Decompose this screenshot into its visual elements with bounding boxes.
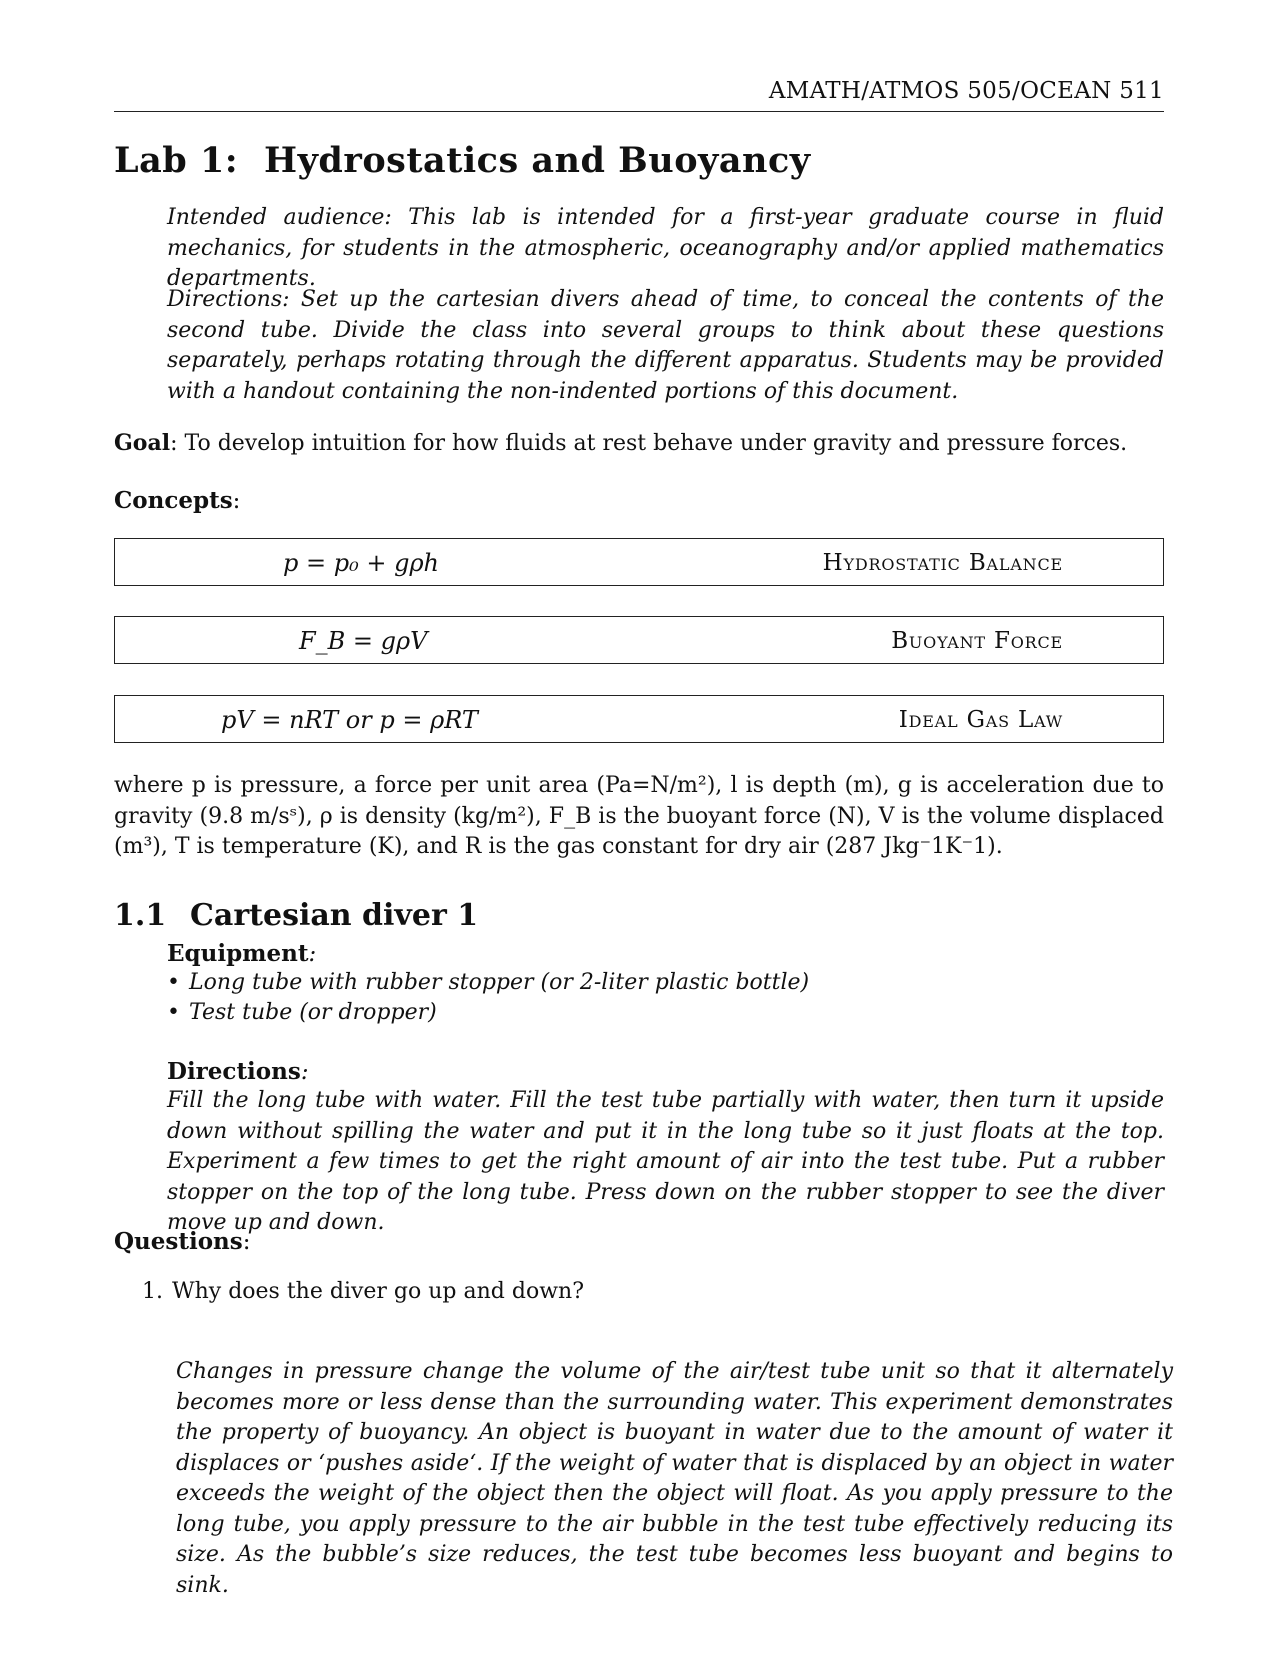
concepts-label: Concepts [114,487,233,514]
questions-heading [114,1228,250,1255]
bullet-icon: • [167,970,180,995]
equation-text: p = p₀ + gρh [283,549,440,577]
concepts-colon: : [232,488,241,514]
question-text: Why does the diver go up and down? [172,1279,584,1304]
section-heading [114,898,478,933]
directions-colon: : [300,1059,309,1085]
answer-paragraph: Changes in pressure change the volume of the air/test tube unit so that it alternately becomes more or less dense than the surrounding water. This experiment demonstrates the property of buoyancy. An object is buoyant in water due to the amount of water it displaces or ‘pushes aside‘. If the weight of water that is displaced by an object in water exceeds the weight of the object then the object will float. As you apply pressure to the long tube, you apply pressure to the air bubble in the test tube effectively reducing its size. As the bubble’s size reduces, the test tube becomes less buoyant and begins to sink. [176,1359,1173,1598]
goal-paragraph [114,428,1164,460]
concept-name: Buoyant Force [891,628,1063,654]
questions-label: Questions [114,1228,243,1255]
concept-box-hydrostatic [114,538,1164,586]
equipment-label: Equipment [167,940,309,967]
goal-text: : To develop intuition for how fluids at rest behave under gravity and pressure forces. [170,431,1128,456]
questions-colon: : [242,1229,251,1255]
concept-name: Ideal Gas Law [898,707,1063,733]
questions-list [142,1279,584,1304]
definitions-paragraph: where p is pressure, a force per unit area (Pa=N/m²), l is depth (m), g is acceleration due to gravity (9.8 m/sˢ), ρ is density (kg/m²), F_B is the buoyant force (N), V is the volume displaced (m³), T is temperature (K), and R is the gas constant for dry air (287 Jkg⁻1K⁻1). [114,773,1164,859]
equipment-colon: : [308,941,317,967]
section-title: Cartesian diver 1 [190,898,479,933]
concept-name: Hydrostatic Balance [822,550,1063,576]
list-item [167,998,809,1028]
intended-audience-paragraph: Intended audience: This lab is intended for a first-year graduate course in fluid mechanics, for students in the atmospheric, oceanography and/or applied mathematics departments. [167,205,1164,291]
concepts-heading [114,487,240,514]
concept-box-buoyant [114,616,1164,664]
bullet-icon: • [167,1000,180,1025]
concept-equation [283,549,439,577]
equipment-item-text: Long tube with rubber stopper (or 2-liter plastic bottle) [189,970,810,995]
section-number: 1.1 [114,898,167,933]
concept-box-ideal-gas [114,695,1164,743]
equipment-heading [167,940,316,967]
running-header: AMATH/ATMOS 505/OCEAN 511 [768,78,1164,104]
equipment-list [167,968,809,1028]
directions-note-paragraph: Directions: Set up the cartesian divers ahead of time, to conceal the contents of the second tube. Divide the class into several groups to think about these questions separately, perhaps rotating through the different apparatus. Students may be provided with a handout containing the non-indented portions of this document. [167,287,1164,404]
equation-text: F_B = gρV [299,627,428,655]
header-rule [114,111,1164,112]
directions-paragraph: Fill the long tube with water. Fill the test tube partially with water, then turn it upside down without spilling the water and put it in the long tube so it just floats at the top. Experiment a few times to get the right amount of air into the test tube. Put a rubber stopper on the top of the long tube. Press down on the rubber stopper to see the diver move up and down. [167,1088,1164,1235]
list-item [142,1279,584,1304]
concept-equation [221,706,478,734]
goal-label: Goal [114,430,171,456]
directions-label: Directions [167,1058,301,1085]
equipment-item-text: Test tube (or dropper) [189,1000,437,1025]
directions-heading [167,1058,309,1085]
concept-equation [299,627,427,655]
equation-text: pV = nRT or p = ρRT [221,706,478,734]
lab-title-text: Hydrostatics and Buoyancy [264,140,811,181]
lab-title [114,140,811,181]
list-item [167,968,809,998]
lab-number: Lab 1: [114,140,239,181]
question-number: 1. [142,1279,163,1304]
